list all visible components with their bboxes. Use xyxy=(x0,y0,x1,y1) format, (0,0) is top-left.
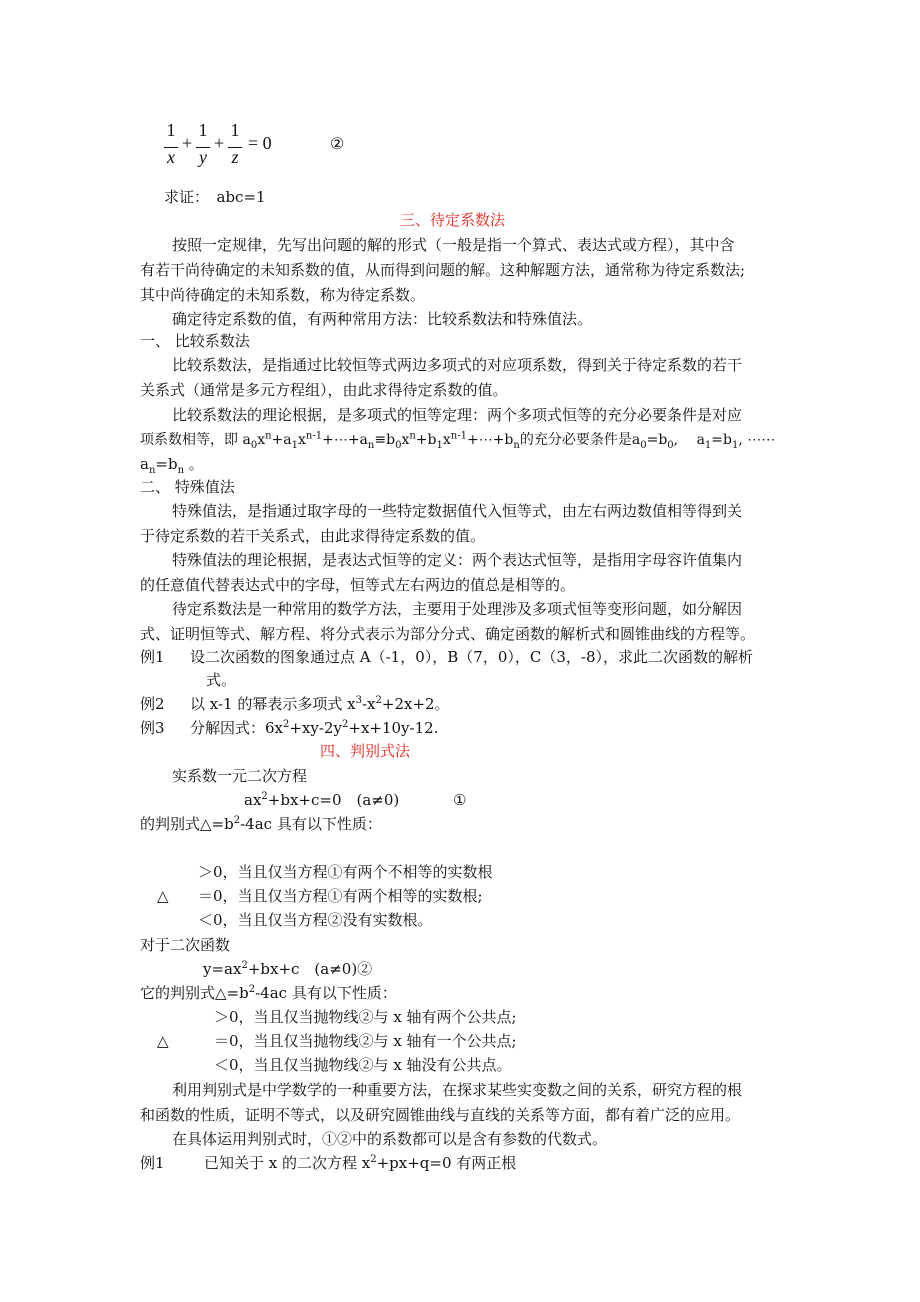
example-1-label: 例1 xyxy=(140,648,165,666)
example-3-text: 分解因式：$6x^2+xy-2y^2+x+10y-12$. xyxy=(190,719,439,737)
example-4-label: 例1 xyxy=(140,1154,165,1172)
function-equation: $y=ax^2+bx+c$ (a≠0)② xyxy=(203,960,373,978)
parabola-case-positive: ＞0，当且仅当抛物线②与 x 轴有两个公共点; xyxy=(214,1008,517,1026)
delta-symbol-2: △ xyxy=(157,1032,169,1050)
quadratic-equation: $ax^2+bx+c=0$ (a≠0) xyxy=(244,791,400,809)
section-title-4: 四、判别式法 xyxy=(320,742,411,760)
para-3a: 比较系数法，是指通过比较恒等式两边多项式的对应项系数，得到关于待定系数的若干 xyxy=(172,356,743,374)
section-title-3: 三、待定系数法 xyxy=(400,211,506,229)
delta-symbol-1: △ xyxy=(157,887,169,905)
case-positive: ＞0，当且仅当方程①有两个不相等的实数根 xyxy=(198,863,493,881)
example-2-text: 以 x-1 的幂表示多项式 $x^3-x^2+2x+2$。 xyxy=(190,695,450,713)
function-intro: 对于二次函数 xyxy=(140,936,231,954)
fraction-equation: 1 x + 1 y + 1 z = 0 xyxy=(164,120,364,176)
example-1-text: 设二次函数的图象通过点 A（-1，0），B（7，0），C（3，-8），求此二次函数的解析 xyxy=(190,648,754,666)
parabola-case-negative: ＜0，当且仅当抛物线②与 x 轴没有公共点。 xyxy=(214,1056,512,1074)
quadratic-intro: 实系数一元二次方程 xyxy=(172,767,308,785)
case-negative: ＜0，当且仅当方程②没有实数根。 xyxy=(198,911,433,929)
para-4a: 比较系数法的理论根据，是多项式的恒等定理：两个多项式恒等的充分必要条件是对应 xyxy=(172,406,743,424)
example-4-text: 已知关于 x 的二次方程 $x^2+px+q=0$ 有两正根 xyxy=(204,1154,517,1172)
para-1c: 其中尚待确定的未知系数，称为待定系数。 xyxy=(140,286,426,304)
para-9: 在具体运用判别式时，①②中的系数都可以是含有参数的代数式。 xyxy=(172,1130,608,1148)
para-7a: 待定系数法是一种常用的数学方法，主要用于处理涉及多项式恒等变形问题，如分解因 xyxy=(172,600,743,618)
para-7b: 式、证明恒等式、解方程、将分式表示为部分分式、确定函数的解析式和圆锥曲线的方程等。 xyxy=(140,625,756,643)
para-2: 确定待定系数的值，有两种常用方法：比较系数法和特殊值法。 xyxy=(172,310,593,328)
para-5a: 特殊值法，是指通过取字母的一些特定数据值代入恒等式，由左右两边数值相等得到关 xyxy=(172,502,743,520)
example-3-label: 例3 xyxy=(140,719,165,737)
para-3b: 关系式（通常是多元方程组），由此求得待定系数的值。 xyxy=(140,381,508,399)
para-5b: 于待定系数的若干关系式，由此求得待定系数的值。 xyxy=(140,527,486,545)
heading-comparison: 一、 比较系数法 xyxy=(140,332,250,350)
para-1a: 按照一定规律，先写出问题的解的形式（一般是指一个算式、表达式或方程），其中含 xyxy=(172,236,735,254)
case-zero: ＝0，当且仅当方程①有两个相等的实数根; xyxy=(198,887,483,905)
equation-marker: ② xyxy=(330,134,345,153)
para-8a: 利用判别式是中学数学的一种重要方法，在探求某些实变数之间的关系，研究方程的根 xyxy=(172,1081,743,1099)
heading-special-value: 二、 特殊值法 xyxy=(140,478,235,496)
prove-line: 求证： abc=1 xyxy=(164,188,266,206)
para-4c: $a_n=b_n$ 。 xyxy=(140,455,204,476)
para-1b: 有若干尚待确定的未知系数的值，从而得到问题的解。这种解题方法，通常称为待定系数法; xyxy=(140,261,746,279)
para-8b: 和函数的性质，证明不等式，以及研究圆锥曲线与直线的关系等方面，都有着广泛的应用。 xyxy=(140,1106,741,1124)
function-discriminant: 它的判别式$\triangle=b^2-4ac$ 具有以下性质： xyxy=(140,984,397,1002)
para-6b: 的任意值代替表达式中的字母，恒等式左右两边的值总是相等的。 xyxy=(140,576,576,594)
discriminant-line: 的判别式$\triangle=b^2-4ac$ 具有以下性质： xyxy=(140,815,382,833)
example-1-text-cont: 式。 xyxy=(206,671,237,689)
equation-marker-1: ① xyxy=(453,791,467,809)
para-6a: 特殊值法的理论根据，是表达式恒等的定义：两个表达式恒等，是指用字母容许值集内 xyxy=(172,551,743,569)
parabola-case-zero: ＝0，当且仅当抛物线②与 x 轴有一个公共点; xyxy=(214,1032,517,1050)
example-2-label: 例2 xyxy=(140,695,165,713)
para-4b: 项系数相等，即 $a_0x^n+a_1x^{n-1}+\cdots+a_n\equiv b_0x^n+b_1x^{n-1}+\cdots+b_n$的充分必要条件是$a_0=b_0$, $a_1=b_1$, ⋯⋯ xyxy=(140,430,776,451)
